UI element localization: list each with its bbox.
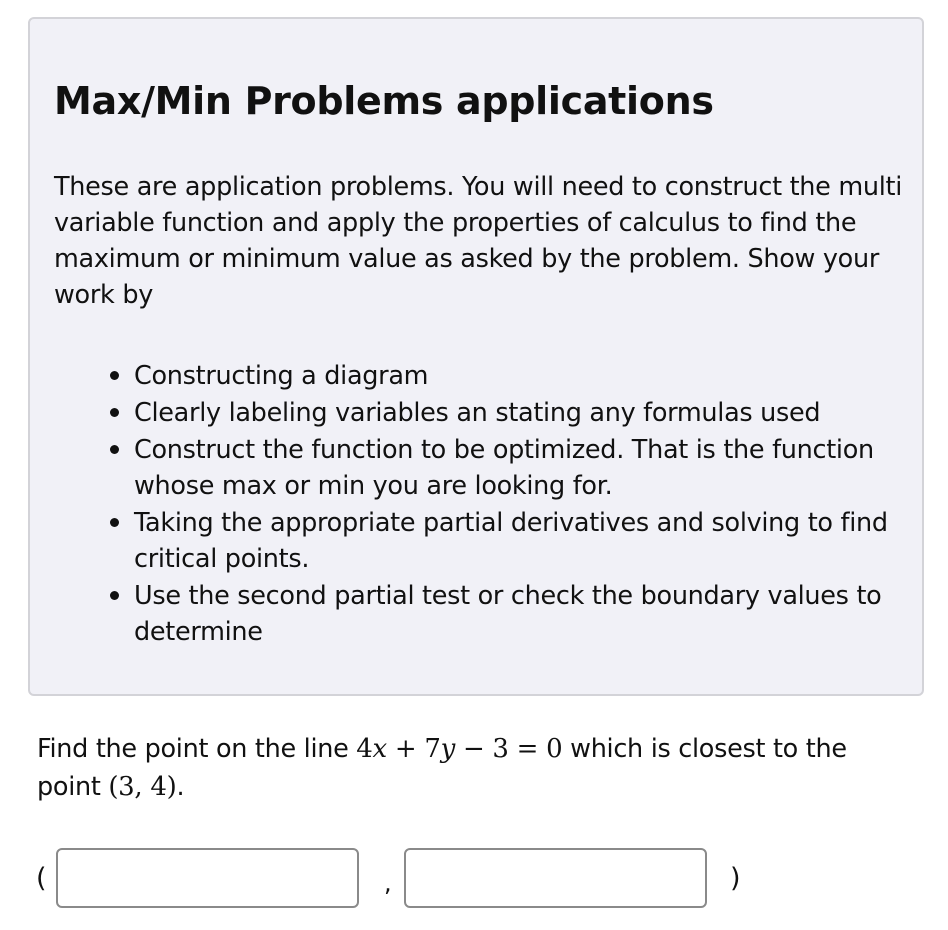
line-equation: 4x + 7y − 3 = 0 [356, 734, 563, 764]
target-point: (3, 4) [108, 772, 177, 802]
step-item: • Taking the appropriate partial derivatives and solving to find critical points. [134, 504, 924, 577]
answer-y-input[interactable] [404, 848, 707, 908]
answer-x-input[interactable] [56, 848, 359, 908]
question-text [37, 730, 917, 806]
question-prefix: Find the point on the line [37, 734, 357, 764]
coordinate-separator: , [384, 869, 392, 897]
instructions-panel [28, 17, 924, 696]
close-parenthesis: ) [730, 863, 741, 894]
question-suffix: . [176, 772, 185, 802]
open-parenthesis: ( [36, 863, 47, 894]
question-middle: which is closest to the point [37, 734, 847, 802]
steps-list [96, 357, 924, 650]
panel-intro-text: These are application problems. You will need to construct the multi variable function and apply the properties of calculus to find the maximum or minimum value as asked by the problem. Show your work by [54, 172, 902, 310]
step-item: • Use the second partial test or check the boundary values to determine [134, 577, 924, 650]
step-item: • Clearly labeling variables an stating any formulas used [134, 394, 924, 431]
step-item: • Construct the function to be optimized. That is the function whose max or min you are looking for. [134, 431, 924, 504]
step-item: • Constructing a diagram [134, 357, 924, 394]
panel-title: Max/Min Problems applications [54, 79, 714, 123]
